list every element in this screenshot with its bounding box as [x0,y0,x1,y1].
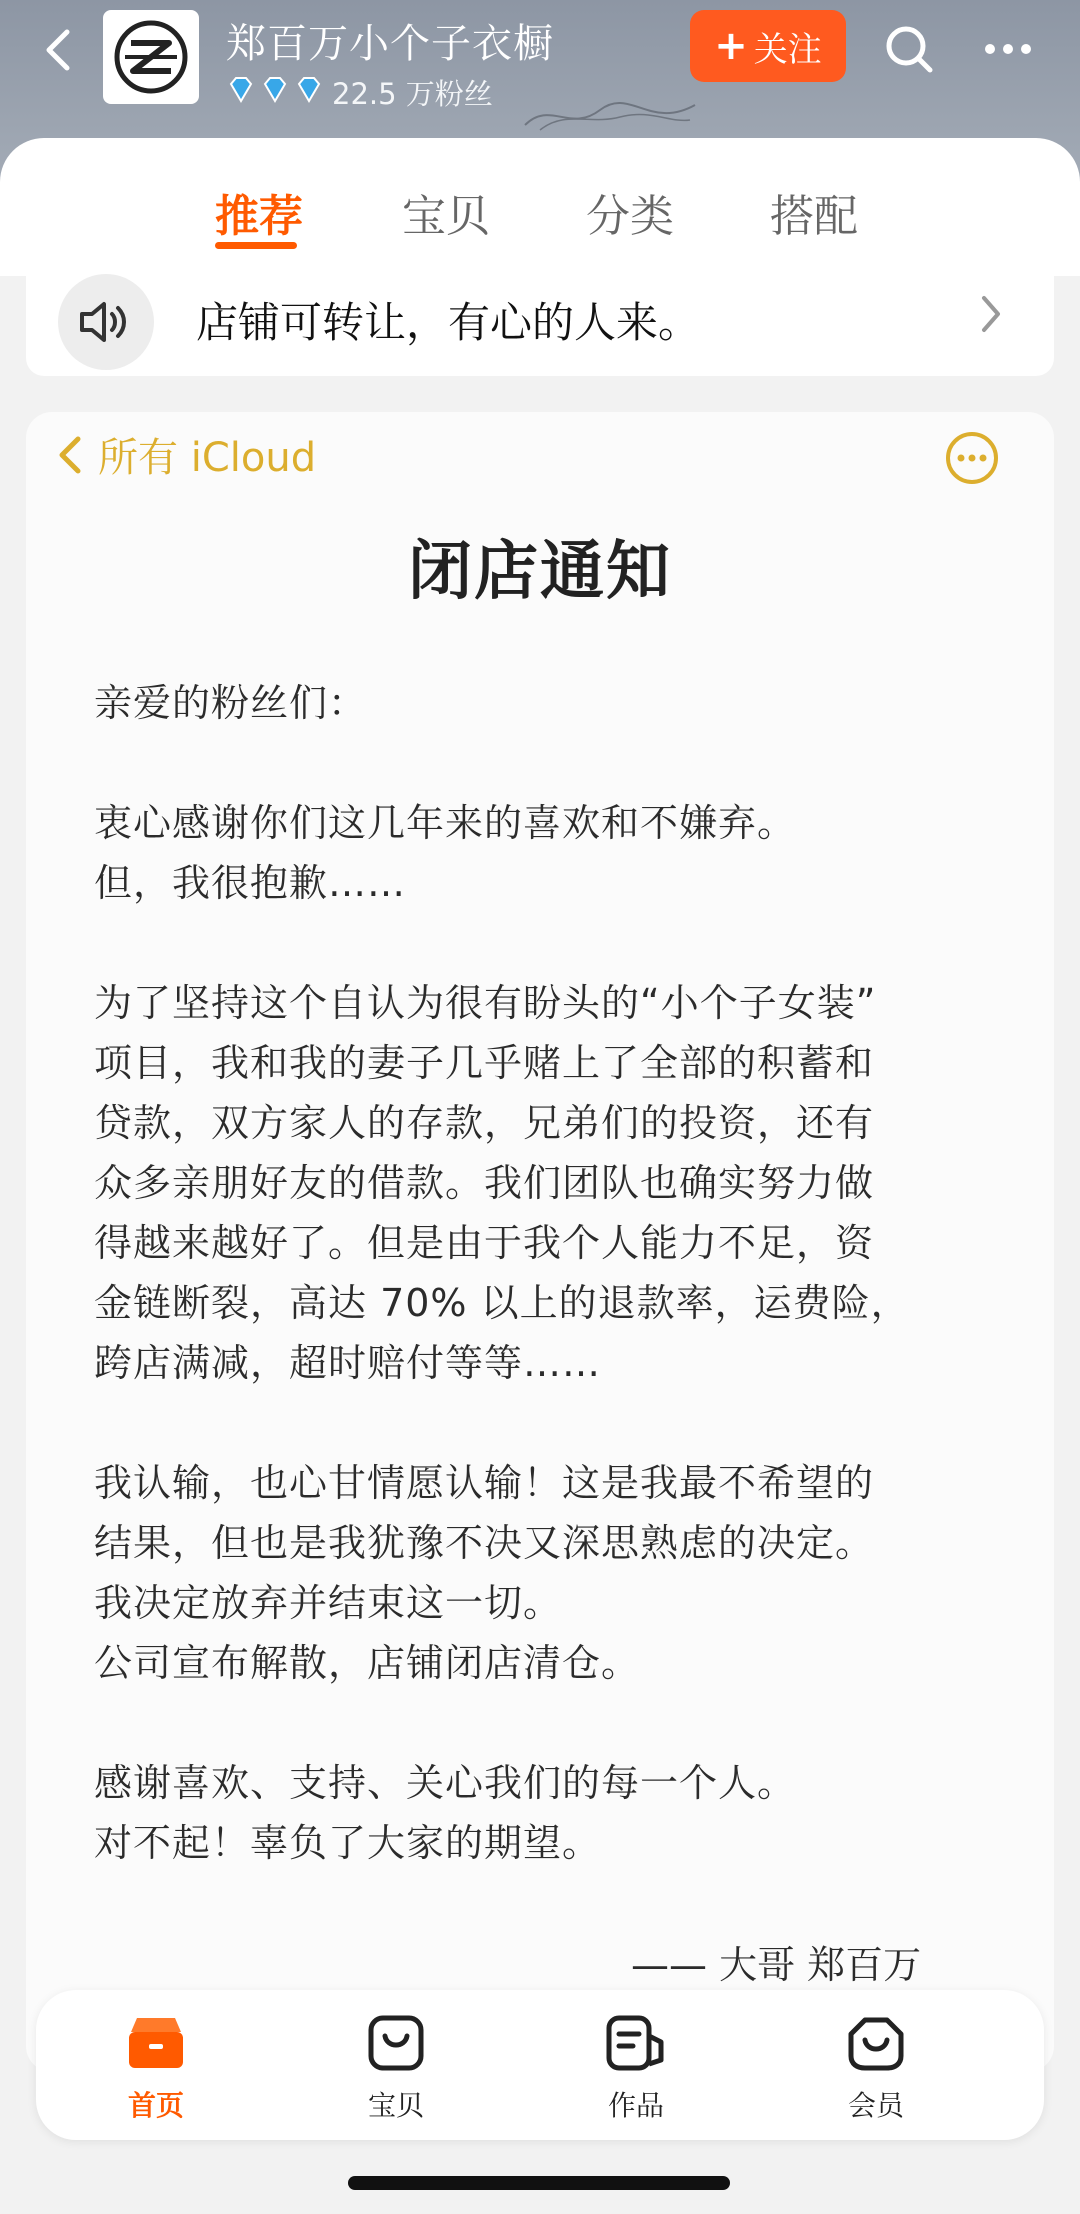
note-line: 感谢喜欢、支持、关心我们的每一个人。 [94,1761,797,1805]
note-line: 金链断裂，高达 70% 以上的退款率，运费险， [94,1281,910,1325]
note-line: 我认输，也心甘情愿认输！这是我最不希望的 [94,1461,875,1505]
announcement-text: 店铺可转让，有心的人来。 [196,298,701,347]
plus-icon: + [714,23,748,69]
icloud-back-link [56,426,316,483]
note-line: 贷款，双方家人的存款，兄弟们的投资，还有 [94,1101,875,1145]
note-line: 结果，但也是我犹豫不决又深思熟虑的决定。 [94,1521,875,1565]
search-icon[interactable] [882,22,936,76]
diamond-badge-icon [294,74,324,104]
fans-count: 22.5 万粉丝 [332,77,493,111]
note-line: 项目，我和我的妻子几乎赌上了全部的积蓄和 [94,1041,875,1085]
tab-recommend[interactable]: 推荐 [215,191,303,242]
chevron-right-icon [976,292,1006,336]
nav-member-label: 会员 [847,2089,904,2122]
follow-label: 关注 [753,29,822,70]
shop-logo[interactable] [103,10,199,104]
nav-works[interactable] [566,2010,706,2130]
tab-products[interactable]: 宝贝 [402,191,490,242]
note-line: 得越来越好了。但是由于我个人能力不足，资 [94,1221,875,1265]
nav-member[interactable] [806,2010,946,2130]
active-tab-indicator [215,242,297,249]
note-line: 我决定放弃并结束这一切。 [94,1581,563,1625]
note-title: 闭店通知 [408,535,672,609]
note-line: 众多亲朋好友的借款。我们团队也确实努力做 [94,1161,875,1205]
follow-button[interactable] [690,10,846,82]
note-signature: —— 大哥 郑百万 [631,1943,922,1987]
tab-outfits[interactable]: 搭配 [770,191,858,242]
diamond-badge-icon [226,74,256,104]
shop-logo-icon [111,17,191,97]
shop-tab-bar [0,138,1080,276]
more-dot-icon [1003,44,1013,54]
shop-name: 郑百万小个子衣橱 [226,21,554,67]
works-icon [603,2010,669,2076]
chevron-left-icon [56,433,84,477]
closing-notice-image[interactable] [26,412,1054,2072]
chevron-left-icon [43,28,73,72]
nav-home[interactable] [86,2010,226,2130]
bag-icon [363,2010,429,2076]
background-scribble [520,95,700,135]
note-line: 但，我很抱歉…… [94,861,407,905]
home-indicator[interactable] [348,2176,730,2190]
member-icon [843,2010,909,2076]
tab-categories[interactable]: 分类 [586,191,674,242]
ellipsis-circle-icon [944,430,1000,486]
shop-home-icon [123,2010,189,2076]
diamond-badge-icon [260,74,290,104]
note-line: 公司宣布解散，店铺闭店清仓。 [94,1641,641,1685]
speaker-icon [78,300,134,344]
note-line: 跨店满减，超时赔付等等…… [94,1341,602,1385]
note-line: 亲爱的粉丝们： [94,681,368,725]
note-line: 衷心感谢你们这几年来的喜欢和不嫌弃。 [94,801,797,845]
nav-works-label: 作品 [607,2089,664,2122]
more-options-button[interactable] [985,34,1045,64]
speaker-icon-wrapper [58,274,154,370]
icloud-folder-label: 所有 iCloud [98,435,317,481]
note-line: 对不起！辜负了大家的期望。 [94,1821,602,1865]
bottom-navigation [36,1990,1044,2140]
nav-home-label: 首页 [127,2089,184,2122]
more-dot-icon [1021,44,1031,54]
shop-level-badges [226,74,324,104]
back-button[interactable] [38,28,78,72]
nav-products[interactable] [326,2010,466,2130]
more-dot-icon [985,44,995,54]
note-line: 为了坚持这个自认为很有盼头的“小个子女装” [94,981,877,1025]
nav-products-label: 宝贝 [367,2089,424,2122]
announcement-bar[interactable] [26,276,1054,376]
